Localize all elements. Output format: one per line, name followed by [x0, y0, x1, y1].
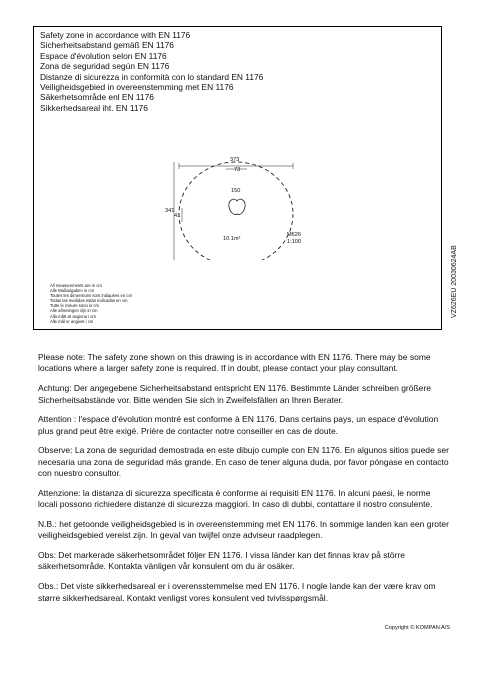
title-line-da: Sikkerhedsareal iht. EN 1176: [40, 102, 148, 113]
width-dimension-label: 373: [230, 157, 240, 163]
measure-note: Toutes les dimensions sont indiquées en cm: [50, 293, 132, 299]
title-line-es: Zona de seguridad según EN 1176: [40, 61, 170, 72]
measure-note: Todas las medidas están indicadas en cm: [50, 298, 128, 304]
disclaimer-notes: [38, 352, 452, 612]
safety-zone-drawing: [160, 150, 310, 260]
inner-dimension-label: 73: [234, 167, 241, 173]
note-nl: N.B.: het getoonde veiligheidsgebied is in overeenstemming met EN 1176. In sommige landen kan een groter veiligheidsgebied vereist zijn. In geval van twijfel onze adviseur raadplegen.: [38, 518, 449, 541]
note-sv: Obs: Det markerade säkerhetsområdet följer EN 1176. I vissa länder kan det finnas krav på större säkerhetsområde. Kontakta vänligen vår konsulent om du är osäker.: [38, 550, 405, 572]
area-label: 10.1m²: [223, 236, 241, 242]
title-line-fr: Espace d'évolution selon EN 1176: [40, 50, 167, 61]
note-es: Observe: La zona de seguridad demostrada en este dibujo cumple con EN 1176. En algunos sitios puede ser necesaria una zona de seguridad más grande. En caso de tener alguna duda, por favor póngase en contacto con nuestro consultor.: [38, 445, 449, 479]
note-en: Please note: The safety zone shown on this drawing is in accordance with EN 1176. There may be some locations where a larger safety zone is required. If in doubt, please contact your play consultant.: [38, 352, 431, 374]
measure-note: Alle afmetingen zijn in cm: [50, 308, 98, 314]
note-fr: Attention : l'espace d'évolution montré est conforme à EN 1176. Dans certains pays, un espace d'évolution plus grand peut être exigé. Prière de contacter notre conseiller en cas de doute.: [38, 414, 439, 436]
measure-note: Tutte le misure sono in cm: [50, 303, 99, 309]
note-da: Obs.: Det viste sikkerhedsareal er i overensstemmelse med EN 1176. I nogle lande kan der være krav om større sikkerhedsareal. Kontakt venligst vores konsulent ved tvivlsspørgsmål.: [38, 581, 436, 603]
note-de: Achtung: Der angegebene Sicherheitsabstand entspricht EN 1176. Bestimmte Länder schreiben größere Sicherheitsabstände vor. Bitte wenden Sie sich in Zweifelsfällen an Ihren Berater.: [38, 383, 431, 405]
copyright: Copyright © KOMPAN A/S: [384, 625, 450, 631]
small-dimension-label: 41: [174, 213, 181, 219]
model-label: M626: [287, 232, 301, 238]
measure-note: Alla mått är angivna i cm: [50, 313, 96, 319]
measure-note: Alle Maßangaben in cm: [50, 288, 94, 294]
scale-label: 1:100: [287, 239, 301, 245]
height-dimension-label: 341: [165, 208, 175, 214]
note-it: Attenzione: la distanza di sicurezza specificata è conforme ai requisiti EN 1176. In alcuni paesi, le norme locali possono richiedere distanze di sicurezza maggiori. In caso di dubbi, contattare il nostro consulente.: [38, 487, 433, 510]
center-dimension-label: 150: [231, 188, 241, 194]
drawing-code: VZ626EU 20030624AB: [451, 245, 458, 318]
safety-zone-title-lines: [40, 30, 263, 113]
title-line-de: Sicherheitsabstand gemäß EN 1176: [40, 40, 174, 51]
title-line-en: Safety zone in accordance with EN 1176: [40, 30, 191, 40]
safety-zone-outline: [179, 162, 293, 260]
title-line-sv: Säkerhetsområde enl EN 1176: [40, 92, 154, 103]
title-line-nl: Veiligheidsgebied in overeenstemming met EN 1176: [40, 82, 234, 93]
measurement-notes: [50, 283, 132, 324]
equipment-outline: [229, 199, 245, 214]
measure-note: All measurements are in cm: [50, 283, 102, 288]
measure-note: Alle mål er angivet i cm: [50, 318, 94, 324]
title-line-it: Distanze di sicurezza in conformità con lo standard EN 1176: [40, 71, 264, 82]
